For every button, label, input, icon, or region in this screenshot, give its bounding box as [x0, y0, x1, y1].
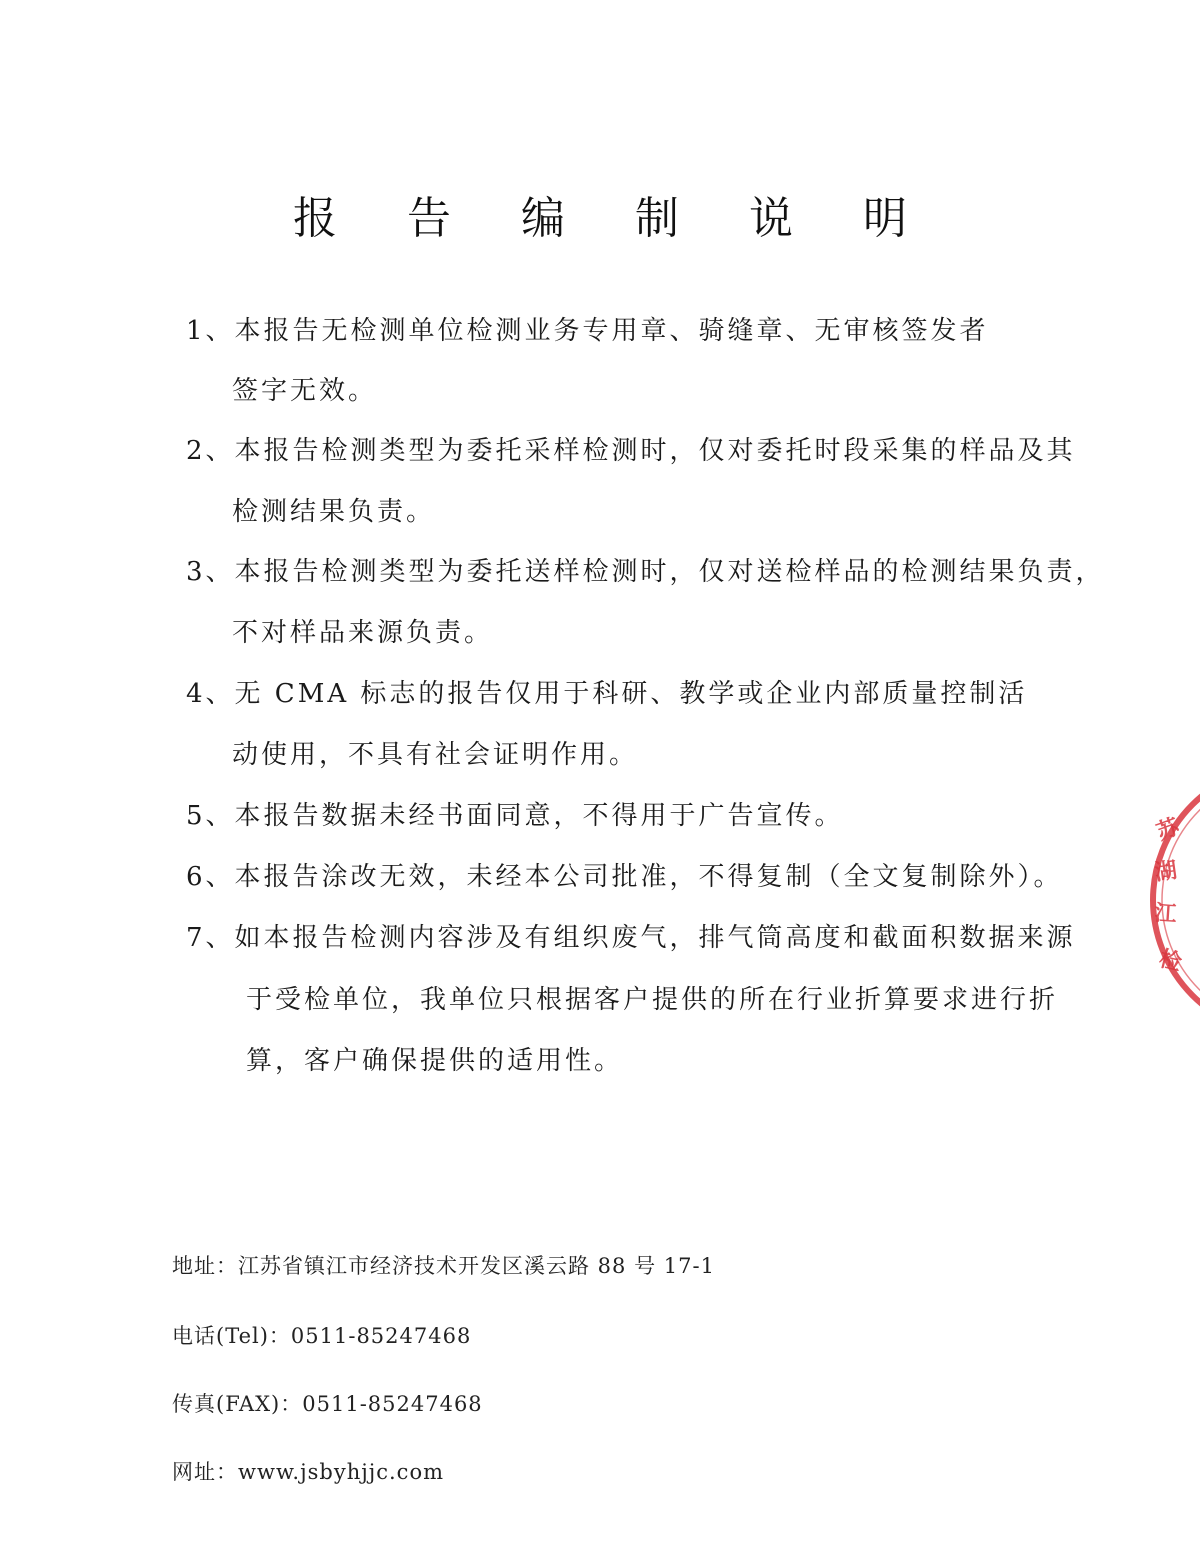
item-7-line-3: 算，客户确保提供的适用性。: [246, 1046, 624, 1076]
item-7-line-2: 于受检单位，我单位只根据客户提供的所在行业折算要求进行折: [246, 985, 1059, 1015]
item-3-line-1: 3、本报告检测类型为委托送样检测时，仅对送检样品的检测结果负责，: [186, 557, 1105, 587]
svg-text:苏: 苏: [1153, 814, 1183, 846]
svg-text:检: 检: [1156, 946, 1184, 977]
item-3-line-2: 不对样品来源负责。: [232, 618, 494, 648]
footer-fax: 传真(FAX)：0511-85247468: [172, 1392, 483, 1416]
footer-address: 地址：江苏省镇江市经济技术开发区溪云路 88 号 17-1: [172, 1254, 715, 1278]
item-2-line-2: 检测结果负责。: [232, 497, 436, 527]
item-4-line-2: 动使用，不具有社会证明作用。: [232, 740, 639, 770]
item-4-line-1: 4、无 CMA 标志的报告仅用于科研、教学或企业内部质量控制活: [186, 679, 1028, 709]
item-7-line-1: 7、如本报告检测内容涉及有组织废气，排气筒高度和截面积数据来源: [186, 923, 1076, 953]
item-1-line-1: 1、本报告无检测单位检测业务专用章、骑缝章、无审核签发者: [186, 316, 989, 346]
footer-website: 网址：www.jsbyhjjc.com: [172, 1460, 445, 1484]
item-6-line-1: 6、本报告涂改无效，未经本公司批准，不得复制（全文复制除外）。: [186, 862, 1063, 892]
item-5-line-1: 5、本报告数据未经书面同意，不得用于广告宣传。: [186, 801, 844, 831]
footer-tel: 电话(Tel)：0511-85247468: [172, 1324, 472, 1348]
svg-text:江: 江: [1153, 901, 1178, 928]
page-title: 报 告 编 制 说 明: [293, 193, 935, 244]
seal-stamp: [1138, 790, 1200, 1010]
item-2-line-1: 2、本报告检测类型为委托采样检测时，仅对委托时段采集的样品及其: [186, 436, 1076, 466]
item-1-line-2: 签字无效。: [232, 376, 378, 406]
svg-text:湖: 湖: [1153, 858, 1179, 886]
